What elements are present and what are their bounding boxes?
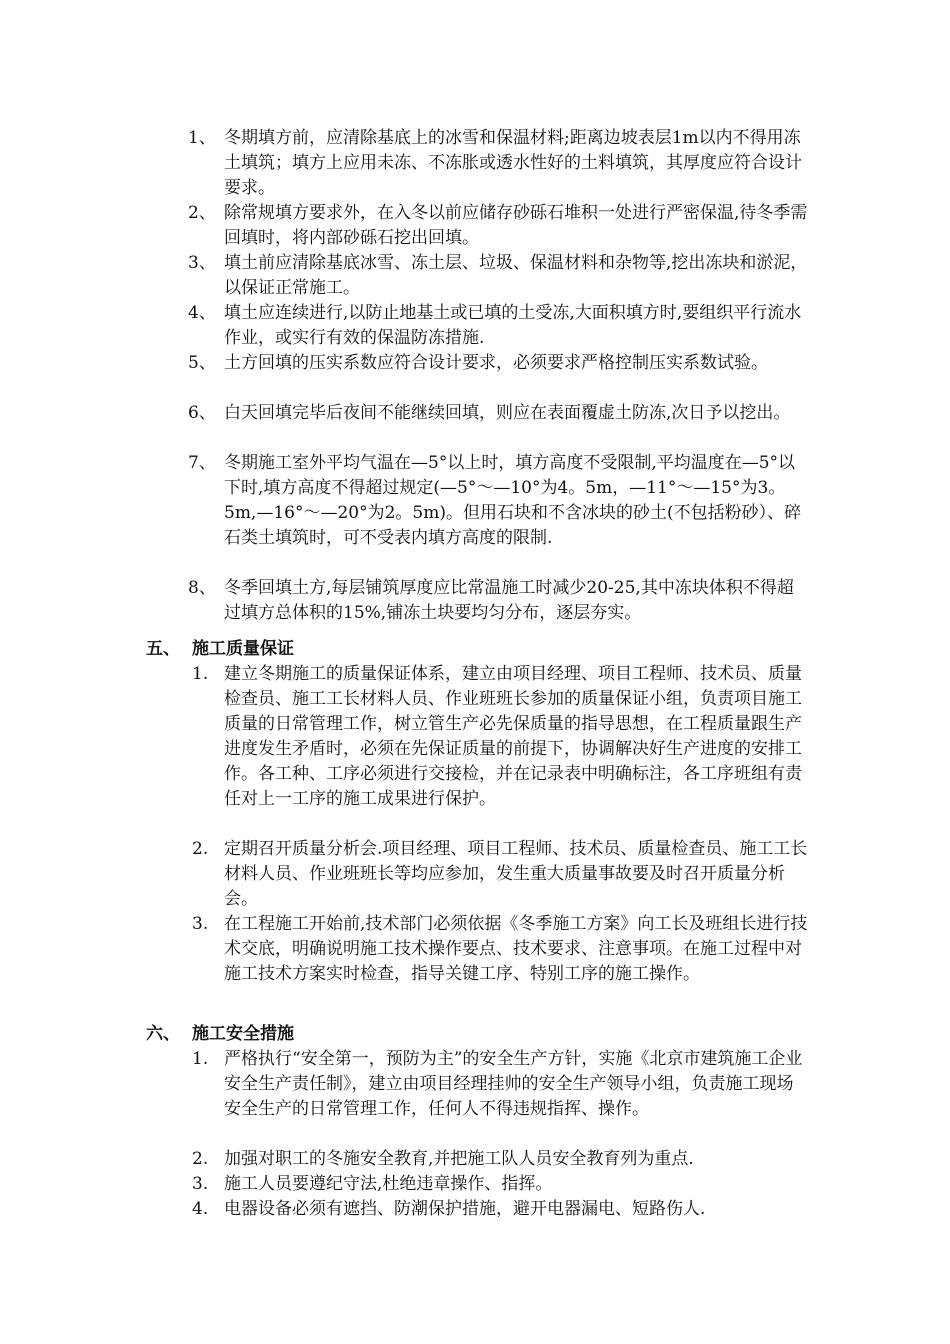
list-item-text: 冬期施工室外平均气温在—5°以上时，填方高度不受限制,平均温度在—5°以下时,填方高度不得超过规定(—5°～—10°为4。5m，—11°～—15°为3。5m,—16°～—20°为2。5m)。但用石块和不含冰块的砂土(不包括粉砂）、碎石类土填筑时，可不受表内填方高度的限制. — [224, 453, 802, 548]
list-item — [188, 662, 808, 812]
list-item-number: 6、 — [188, 403, 216, 423]
list-item — [188, 1172, 808, 1197]
list-item-number: 1. — [192, 1049, 209, 1069]
list-item-number: 3. — [192, 914, 209, 934]
list-item-text: 填土应连续进行,以防止地基土或已填的土受冻,大面积填方时,要组织平行流水作业，或实行有效的保温防冻措施. — [224, 303, 802, 348]
list-item — [188, 201, 808, 251]
list-item-text: 建立冬期施工的质量保证体系，建立由项目经理、项目工程师、技术员、质量检查员、施工工长材料人员、作业班班长参加的质量保证小组，负责项目施工质量的日常管理工作，树立管生产必先保质量的指导思想，在工程质量跟生产进度发生矛盾时，必须在先保证质量的前提下，协调解决好生产进度的安排工作。各工种、工序必须进行交接检，并在记录表中明确标注，各工序班组有责任对上一工序的施工成果进行保护。 — [224, 664, 802, 809]
list-item — [188, 251, 808, 301]
list-item-number: 2、 — [188, 203, 216, 223]
list-item-text: 冬期填方前，应清除基底上的冰雪和保温材料;距离边坡表层1m以内不得用冻土填筑；填方上应用未冻、不冻胀或透水性好的土料填筑，其厚度应符合设计要求。 — [224, 128, 802, 198]
section-title: 施工质量保证 — [192, 639, 294, 659]
section-number: 六、 — [146, 1024, 180, 1044]
list-item — [188, 912, 808, 987]
list-item-number: 4. — [192, 1199, 209, 1219]
list-item — [188, 1197, 808, 1222]
list-item-number: 2. — [192, 1149, 209, 1169]
list-item — [188, 351, 808, 376]
list-item-number: 3、 — [188, 253, 216, 273]
list-item — [188, 301, 808, 351]
list-item — [188, 401, 808, 426]
list-item-text: 填土前应清除基底冰雪、冻土层、垃圾、保温材料和杂物等,挖出冻块和淤泥，以保证正常施工。 — [224, 253, 808, 298]
list-item-text: 除常规填方要求外，在入冬以前应储存砂砾石堆积一处进行严密保温,待冬季需回填时，将内部砂砾石挖出回填。 — [224, 203, 808, 248]
section-number: 五、 — [146, 639, 180, 659]
list-item-number: 3. — [192, 1174, 209, 1194]
list-item — [188, 837, 808, 912]
section-heading — [146, 637, 294, 662]
list-item-text: 冬季回填土方,每层铺筑厚度应比常温施工时减少20-25,其中冻块体积不得超过填方总体积的15%,铺冻土块要均匀分布，逐层夯实。 — [224, 578, 794, 623]
list-item-text: 在工程施工开始前,技术部门必须依据《冬季施工方案》向工长及班组长进行技术交底，明确说明施工技术操作要点、技术要求、注意事项。在施工过程中对施工技术方案实时检查，指导关键工序、特别工序的施工操作。 — [224, 914, 808, 984]
list-item-text: 定期召开质量分析会.项目经理、项目工程师、技术员、质量检查员、施工工长材料人员、作业班班长等均应参加，发生重大质量事故要及时召开质量分析会。 — [224, 839, 808, 909]
list-item-number: 2. — [192, 839, 209, 859]
list-item — [188, 1047, 808, 1122]
list-item-number: 7、 — [188, 453, 216, 473]
list-item-text: 白天回填完毕后夜间不能继续回填，则应在表面覆虚土防冻,次日予以挖出。 — [224, 403, 791, 423]
list-item — [188, 126, 808, 201]
list-item-number: 5、 — [188, 353, 216, 373]
list-item-text: 施工人员要遵纪守法,杜绝违章操作、指挥。 — [224, 1174, 553, 1194]
list-item-text: 土方回填的压实系数应符合设计要求，必须要求严格控制压实系数试验。 — [224, 353, 768, 373]
list-item-text: 电器设备必须有遮挡、防潮保护措施，避开电器漏电、短路伤人. — [224, 1199, 706, 1219]
list-item-number: 4、 — [188, 303, 216, 323]
section-title: 施工安全措施 — [192, 1024, 294, 1044]
list-item — [188, 576, 808, 626]
list-item-number: 1. — [192, 664, 209, 684]
list-item-number: 1、 — [188, 128, 216, 148]
list-item-text: 加强对职工的冬施安全教育,并把施工队人员安全教育列为重点. — [224, 1149, 694, 1169]
section-heading — [146, 1022, 294, 1047]
list-item-text: 严格执行“安全第一，预防为主”的安全生产方针，实施《北京市建筑施工企业安全生产责任制》，建立由项目经理挂帅的安全生产领导小组，负责施工现场安全生产的日常管理工作，任何人不得违规指挥、操作。 — [224, 1049, 803, 1119]
list-item — [188, 451, 808, 551]
list-item-number: 8、 — [188, 578, 216, 598]
list-item — [188, 1147, 808, 1172]
